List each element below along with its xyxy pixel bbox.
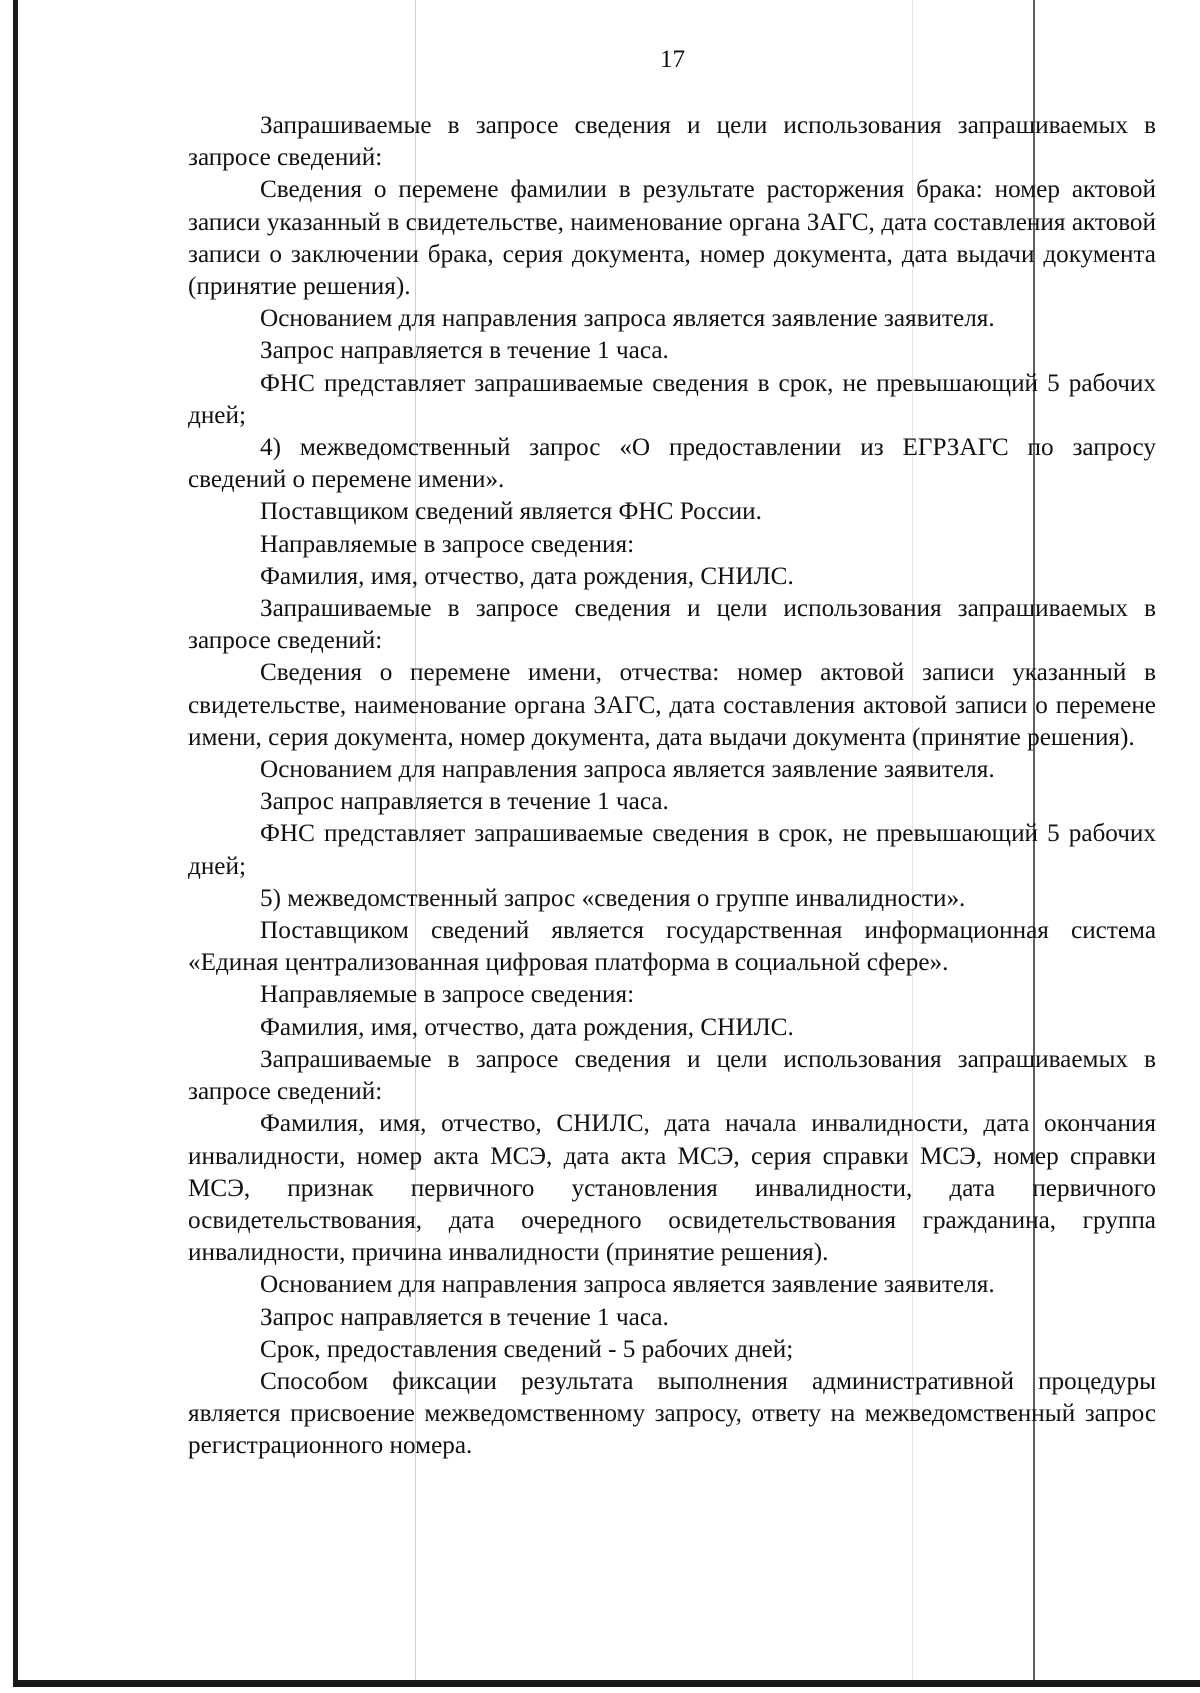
paragraph: Запрашиваемые в запросе сведения и цели использования запрашиваемых в запросе сведений: (188, 112, 1156, 172)
paragraph: Направляемые в запросе сведения: (260, 530, 635, 558)
scan-bottom-border (13, 1680, 1200, 1687)
paragraph: 5) межведомственный запрос «сведения о группе инвалидности». (260, 884, 966, 912)
document-body (188, 110, 1156, 1463)
paragraph: ФНС представляет запрашиваемые сведения в срок, не превышающий 5 рабочих дней; (188, 369, 1156, 429)
paragraph: Запрашиваемые в запросе сведения и цели использования запрашиваемых в запросе сведений: (188, 595, 1156, 655)
paragraph: Основанием для направления запроса является заявление заявителя. (260, 756, 995, 784)
page-number: 17 (660, 46, 685, 73)
paragraph: Сведения о перемене имени, отчества: номер актовой записи указанный в свидетельстве, наименование органа ЗАГС, дата составления актовой записи о перемене имени, серия документа, номер документа, дата выдачи документа (принятие решения). (188, 659, 1156, 751)
scan-left-border (13, 0, 18, 1685)
paragraph: Запрос направляется в течение 1 часа. (260, 337, 669, 365)
paragraph: Основанием для направления запроса является заявление заявителя. (260, 305, 995, 333)
paragraph: Поставщиком сведений является государственная информационная система «Единая централизованная цифровая платформа в социальной сфере». (188, 917, 1156, 977)
paragraph: Срок, предоставления сведений - 5 рабочих дней; (260, 1335, 794, 1363)
paragraph: Сведения о перемене фамилии в результате расторжения брака: номер актовой записи указанный в свидетельстве, наименование органа ЗАГС, дата составления актовой записи о заключении брака, серия документа, номер документа, дата выдачи документа (принятие решения). (188, 176, 1156, 301)
paragraph: Фамилия, имя, отчество, СНИЛС, дата начала инвалидности, дата окончания инвалидности, номер акта МСЭ, дата акта МСЭ, серия справки МСЭ, номер справки МСЭ, признак первичного установления инвалидности, дата первичного освидетельствования, дата очередного освидетельствования гражданина, группа инвалидности, причина инвалидности (принятие решения). (188, 1110, 1156, 1267)
paragraph: Запрос направляется в течение 1 часа. (260, 788, 669, 816)
paragraph: Фамилия, имя, отчество, дата рождения, СНИЛС. (260, 1013, 794, 1041)
paragraph: Фамилия, имя, отчество, дата рождения, СНИЛС. (260, 562, 794, 590)
paragraph: Основанием для направления запроса является заявление заявителя. (260, 1271, 995, 1299)
paragraph: ФНС представляет запрашиваемые сведения в срок, не превышающий 5 рабочих дней; (188, 820, 1156, 880)
paragraph: Направляемые в запросе сведения: (260, 981, 635, 1009)
paragraph: Способом фиксации результата выполнения административной процедуры является присвоение межведомственному запросу, ответу на межведомственный запрос регистрационного номера. (188, 1367, 1156, 1460)
paragraph: 4) межведомственный запрос «О предоставлении из ЕГРЗАГС по запросу сведений о перемене имени». (188, 434, 1156, 494)
paragraph: Поставщиком сведений является ФНС России. (260, 498, 762, 526)
paragraph: Запрашиваемые в запросе сведения и цели использования запрашиваемых в запросе сведений: (188, 1045, 1156, 1106)
paragraph: Запрос направляется в течение 1 часа. (260, 1303, 669, 1331)
